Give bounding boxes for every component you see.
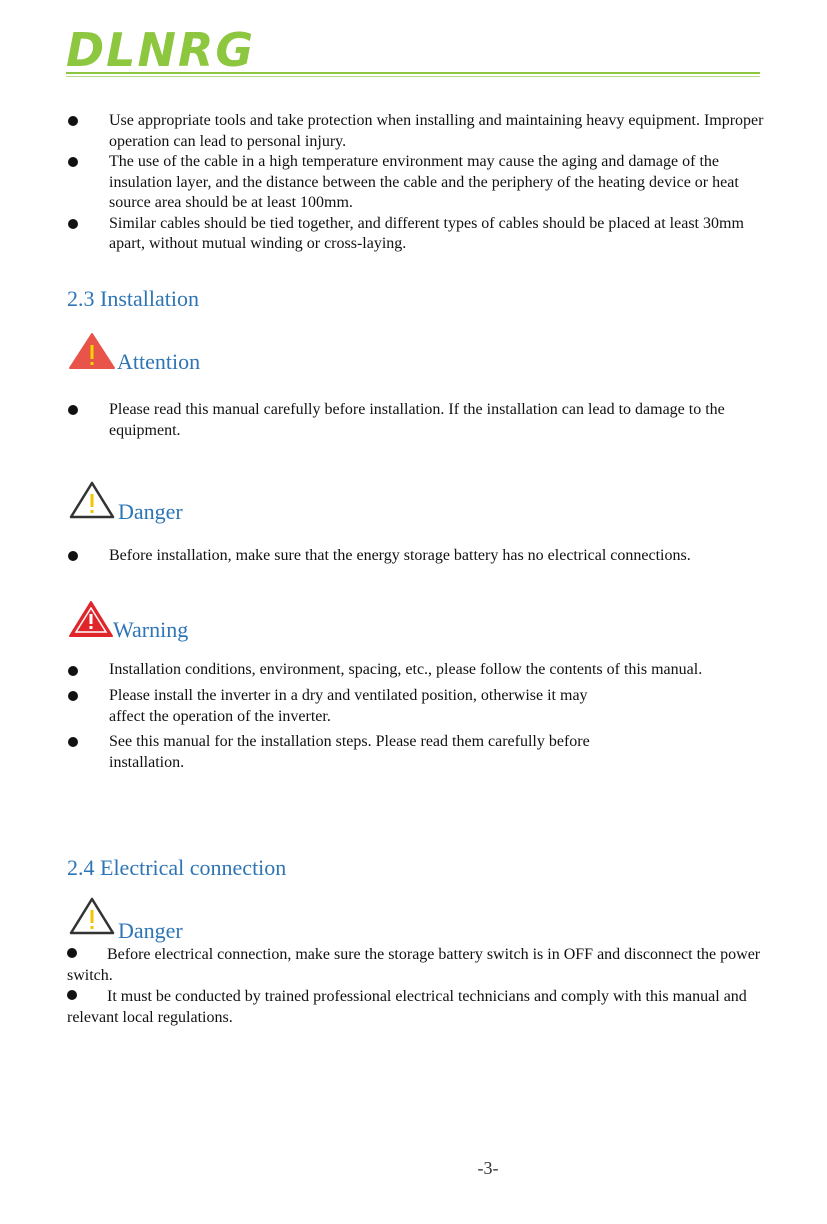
bullet-icon — [68, 219, 78, 229]
list-item: See this manual for the installation steps. Please read them carefully before installation. — [0, 732, 827, 773]
warning-label: Warning — [113, 617, 189, 642]
page-header — [66, 26, 760, 80]
warning-bullet-list — [0, 661, 827, 773]
danger-label: Danger — [118, 918, 183, 943]
list-item: The use of the cable in a high temperature environment may cause the aging and damage of the insulation layer, and the distance between the cable and the periphery of the heating device or heat source area should be at least 100mm. — [0, 152, 827, 214]
electrical-danger-paragraph-1: Before electrical connection, make sure the storage battery switch is in OFF and disconnect the power switch. — [67, 946, 761, 984]
bullet-icon — [68, 691, 78, 701]
section-title-electrical-connection: 2.4 Electrical connection — [67, 855, 287, 880]
bullet-icon — [68, 551, 78, 561]
header-rule — [66, 72, 760, 74]
bullet-icon — [68, 116, 78, 126]
intro-bullet-list — [0, 111, 827, 255]
danger-bullet-list — [0, 546, 827, 567]
attention-bullet-list — [0, 400, 827, 441]
list-item: Please install the inverter in a dry and ventilated position, otherwise it may affect the operation of the inverter. — [0, 686, 827, 727]
danger-icon — [68, 896, 116, 936]
section-title-installation: 2.3 Installation — [67, 286, 199, 311]
list-item: Please read this manual carefully before installation. If the installation can lead to damage to the equipment. — [0, 400, 827, 441]
dlnrg-logo — [66, 26, 306, 72]
electrical-danger-paragraph-2: It must be conducted by trained professional electrical technicians and comply with this manual and relevant local regulations. — [67, 988, 747, 1026]
svg-text:DLNRG: DLNRG — [66, 26, 256, 72]
bullet-icon — [68, 405, 78, 415]
list-item: Installation conditions, environment, spacing, etc., please follow the contents of this manual. — [0, 661, 827, 679]
danger-label: Danger — [118, 499, 183, 524]
list-item: Before installation, make sure that the energy storage battery has no electrical connections. — [0, 546, 827, 567]
bullet-icon — [68, 157, 78, 167]
bullet-icon — [67, 990, 77, 1000]
danger-icon — [68, 480, 116, 520]
bullet-icon — [67, 948, 77, 958]
attention-label: Attention — [117, 349, 201, 374]
page-number: -3- — [477, 1158, 499, 1178]
header-rule-thin — [66, 76, 760, 77]
warning-icon — [68, 600, 114, 638]
attention-icon — [68, 332, 116, 370]
list-item: Use appropriate tools and take protection when installing and maintaining heavy equipment. Improper operation can lead to personal injury. — [0, 111, 827, 152]
bullet-icon — [68, 666, 78, 676]
list-item: Similar cables should be tied together, and different types of cables should be placed at least 30mm apart, without mutual winding or cross-laying. — [0, 214, 827, 255]
bullet-icon — [68, 737, 78, 747]
